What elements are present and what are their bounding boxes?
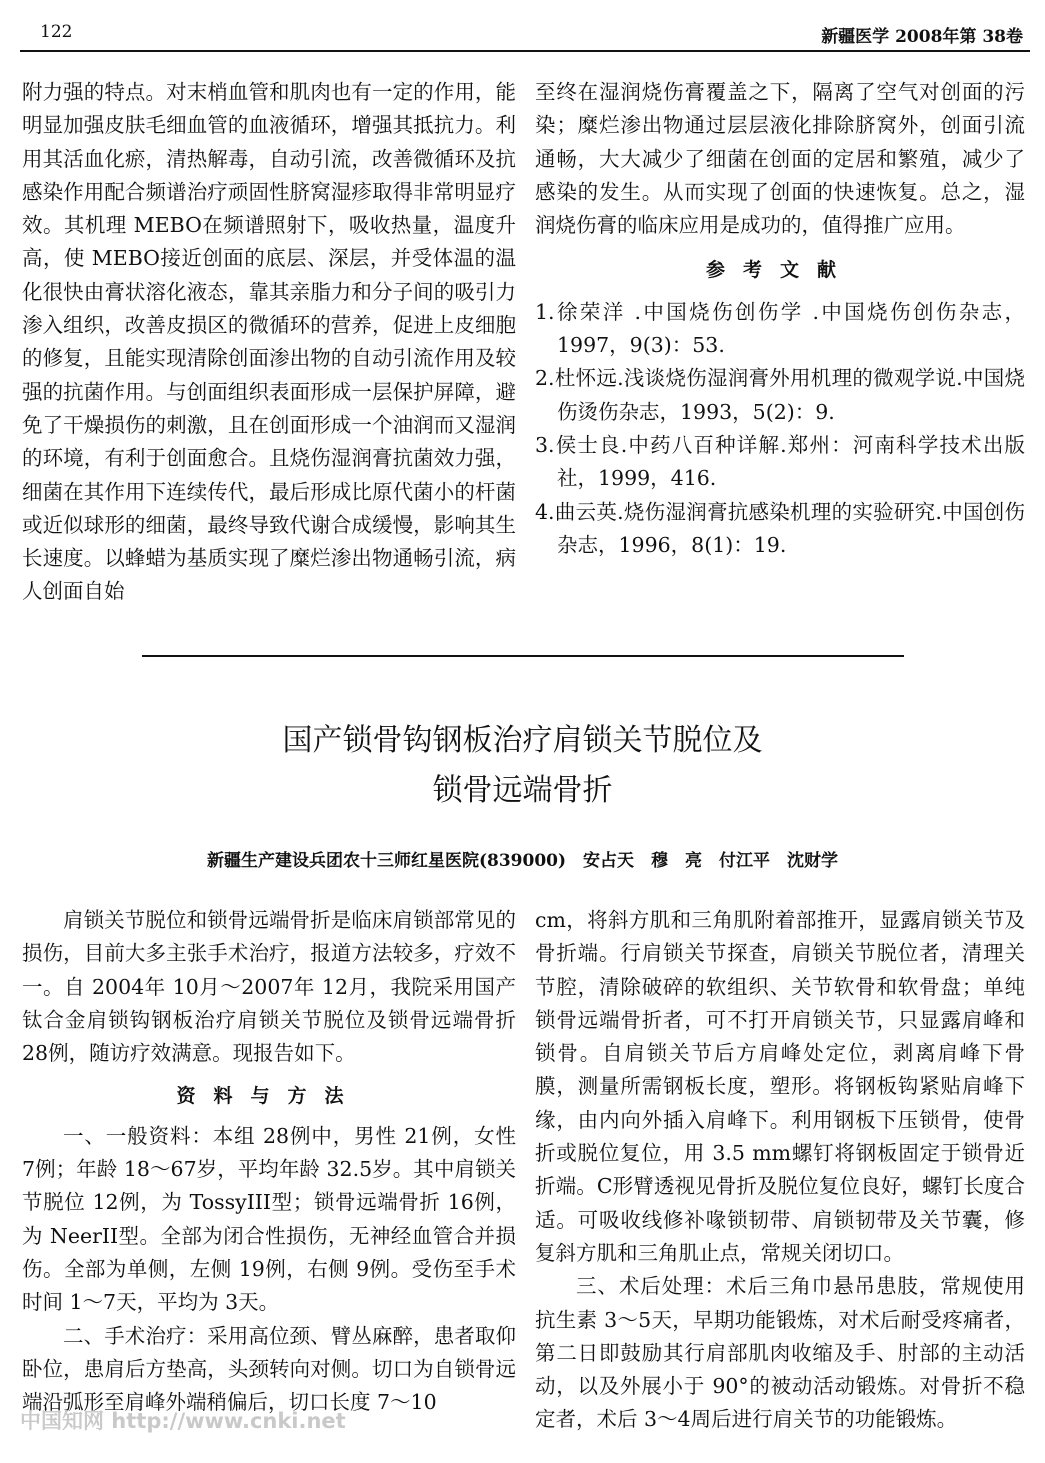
reference-item: 1.徐荣洋 .中国烧伤创伤学 .中国烧伤创伤杂志，1997，9(3)：53. xyxy=(535,299,1025,358)
article-title-line-2: 锁骨远端骨折 xyxy=(432,773,613,808)
article-title-line-1: 国产锁骨钩钢板治疗肩锁关节脱位及 xyxy=(282,723,763,758)
article-paragraph-postoperative: 三、术后处理：术后三角巾悬吊患肢，常规使用抗生素 3～5天，早期功能锻炼，对术后耐受疼痛者，第二日即鼓励其行肩部肌肉收缩及手、肘部的主动活动，以及外展小于 90°的被动活动锻炼。对骨折不稳定者，术后 3～4周后进行肩关节的功能锻炼。 xyxy=(535,1274,1025,1432)
page-number: 122 xyxy=(40,22,73,42)
references-heading: 参考文献 xyxy=(705,259,854,282)
reference-item: 2.杜怀远.浅谈烧伤湿润膏外用机理的微观学说.中国烧伤烫伤杂志，1993，5(2)：9. xyxy=(535,366,1025,424)
prev-article-left-column xyxy=(22,76,516,609)
reference-item: 3.侯士良.中药八百种详解.郑州：河南科学技术出版社，1999，416. xyxy=(535,432,1025,491)
cnki-watermark: 中国知网 http://www.cnki.net xyxy=(20,1409,346,1433)
article-left-column xyxy=(22,904,516,1419)
article-paragraph-surgery-continued: cm，将斜方肌和三角肌附着部推开，显露肩锁关节及骨折端。行肩锁关节探查，肩锁关节脱位者，清理关节腔，清除破碎的软组织、关节软骨和软骨盘；单纯锁骨远端骨折者，可不打开肩锁关节，只显露肩峰和锁骨。自肩锁关节后方肩峰处定位，剥离肩峰下骨膜，测量所需钢板长度，塑形。将钢板钩紧贴肩峰下缘，由内向外插入肩峰下。利用钢板下压锁骨，使骨折或脱位复位，用 3.5 mm螺钉将钢板固定于锁骨近折端。C形臂透视见骨折及脱位复位良好，螺钉长度合适。可吸收线修补喙锁韧带、肩锁韧带及关节囊，修复斜方肌和三角肌止点，常规关闭切口。 xyxy=(535,908,1025,1265)
article-right-column xyxy=(535,904,1025,1437)
prev-article-right-column xyxy=(535,76,1025,562)
article-paragraph-general-data: 一、一般资料：本组 28例中，男性 21例，女性 7例；年龄 18～67岁，平均年龄 32.5岁。其中肩锁关节脱位 12例，为 TossyIII型；锁骨远端骨折 16例，为 NeerII型。全部为闭合性损伤，无神经血管合并损伤。全部为单侧，左侧 19例，右侧 9例。受伤至手术时间 1～7天，平均为 3天。 xyxy=(22,1123,516,1315)
reference-item: 4.曲云英.烧伤湿润膏抗感染机理的实验研究.中国创伤杂志，1996，8(1)：19. xyxy=(535,499,1025,557)
header-rule xyxy=(20,50,1030,52)
prev-article-left-text: 附力强的特点。对末梢血管和肌肉也有一定的作用，能明显加强皮肤毛细血管的血液循环，增强其抵抗力。利用其活血化瘀，清热解毒，自动引流，改善微循环及抗感染作用配合频谱治疗顽固性脐窝湿疹取得非常明显疗效。其机理 MEBO在频谱照射下，吸收热量，温度升高，使 MEBO接近创面的底层、深层，并受体温的温化很快由膏状溶化液态，靠其亲脂力和分子间的吸引力渗入组织，改善皮损区的微循环的营养，促进上皮细胞的修复，且能实现清除创面渗出物的自动引流作用及较强的抗菌作用。与创面组织表面形成一层保护屏障，避免了干燥损伤的刺激，且在创面形成一个油润而又湿润的环境，有利于创面愈合。且烧伤湿润膏抗菌效力强，细菌在其作用下连续传代，最后形成比原代菌小的杆菌或近似球形的细菌，最终导致代谢合成缓慢，影响其生长速度。以蜂蜡为基质实现了糜烂渗出物通畅引流，病人创面自始 xyxy=(22,80,516,604)
article-intro: 肩锁关节脱位和锁骨远端骨折是临床肩锁部常见的损伤，目前大多主张手术治疗，报道方法较多，疗效不一。自 2004年 10月～2007年 12月，我院采用国产钛合金肩锁钩钢板治疗肩锁关节脱位及锁骨远端骨折 28例，随访疗效满意。现报告如下。 xyxy=(22,908,516,1066)
article-title xyxy=(0,716,1045,816)
article-divider xyxy=(142,655,904,657)
prev-article-right-text: 至终在湿润烧伤膏覆盖之下，隔离了空气对创面的污染；糜烂渗出物通过层层液化排除脐窝外，创面引流通畅，大大减少了细菌在创面的定居和繁殖，减少了感染的发生。从而实现了创面的快速恢复。总之，湿润烧伤膏的临床应用是成功的，值得推广应用。 xyxy=(535,80,1025,238)
article-paragraph-surgery: 二、手术治疗：采用高位颈、臂丛麻醉，患者取仰卧位，患肩后方垫高，头颈转向对侧。切口为自锁骨远端沿弧形至肩峰外端稍偏后，切口长度 7～10 xyxy=(22,1323,516,1415)
article-affiliation-authors: 新疆生产建设兵团农十三师红星医院(839000) 安占天 穆 亮 付江平 沈财学 xyxy=(206,851,839,871)
journal-header: 新疆医学 2008年第 38卷 xyxy=(821,27,1023,47)
section-heading-materials-methods: 资料与方法 xyxy=(176,1085,362,1108)
